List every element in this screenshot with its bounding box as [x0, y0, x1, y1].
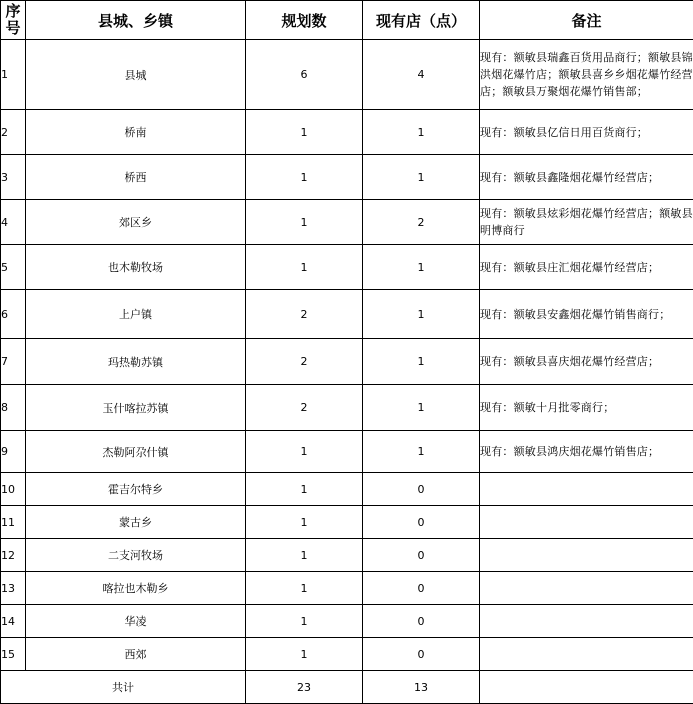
row-number: 9 — [1, 431, 26, 473]
row-planned: 2 — [246, 339, 363, 385]
row-existing: 1 — [363, 290, 480, 339]
row-planned: 1 — [246, 506, 363, 539]
row-planned: 1 — [246, 200, 363, 245]
table-row — [1, 200, 693, 245]
row-town: 西郊 — [26, 638, 246, 671]
row-existing: 0 — [363, 605, 480, 638]
row-existing: 0 — [363, 473, 480, 506]
table-row — [1, 339, 693, 385]
row-note: 现有：额敏县亿信日用百货商行； — [480, 110, 693, 155]
row-existing: 0 — [363, 572, 480, 605]
row-existing: 0 — [363, 539, 480, 572]
row-note: 现有：额敏十月批零商行； — [480, 385, 693, 431]
row-existing: 1 — [363, 431, 480, 473]
row-town: 桥南 — [26, 110, 246, 155]
row-existing: 0 — [363, 506, 480, 539]
total-existing: 13 — [363, 671, 480, 704]
row-note: 现有：额敏县炫彩烟花爆竹经营店；额敏县明博商行 — [480, 200, 693, 245]
table-row — [1, 638, 693, 671]
row-planned: 1 — [246, 572, 363, 605]
row-town: 上户镇 — [26, 290, 246, 339]
row-number: 3 — [1, 155, 26, 200]
row-planned: 2 — [246, 385, 363, 431]
row-planned: 1 — [246, 110, 363, 155]
row-number: 10 — [1, 473, 26, 506]
row-note: 现有：额敏县喜庆烟花爆竹经营店； — [480, 339, 693, 385]
row-note — [480, 638, 693, 671]
table-row — [1, 385, 693, 431]
row-town: 二支河牧场 — [26, 539, 246, 572]
row-planned: 1 — [246, 638, 363, 671]
row-planned: 1 — [246, 539, 363, 572]
header-planned: 规划数 — [246, 1, 363, 40]
row-town: 杰勒阿尕什镇 — [26, 431, 246, 473]
row-note — [480, 506, 693, 539]
header-existing: 现有店（点） — [363, 1, 480, 40]
row-number: 11 — [1, 506, 26, 539]
row-number: 2 — [1, 110, 26, 155]
table-row — [1, 110, 693, 155]
table-row — [1, 290, 693, 339]
header-row — [1, 1, 693, 40]
row-planned: 1 — [246, 473, 363, 506]
row-town: 华凌 — [26, 605, 246, 638]
row-town: 玛热勒苏镇 — [26, 339, 246, 385]
row-note — [480, 572, 693, 605]
header-town: 县城、乡镇 — [26, 1, 246, 40]
row-planned: 1 — [246, 155, 363, 200]
total-planned: 23 — [246, 671, 363, 704]
table-row — [1, 40, 693, 110]
table-row — [1, 572, 693, 605]
header-notes: 备注 — [480, 1, 693, 40]
row-existing: 2 — [363, 200, 480, 245]
table-row — [1, 506, 693, 539]
row-existing: 1 — [363, 385, 480, 431]
row-town: 喀拉也木勒乡 — [26, 572, 246, 605]
header-seq — [1, 1, 26, 40]
table-row — [1, 155, 693, 200]
row-planned: 1 — [246, 245, 363, 290]
row-note — [480, 605, 693, 638]
row-number: 8 — [1, 385, 26, 431]
row-town: 桥西 — [26, 155, 246, 200]
row-number: 12 — [1, 539, 26, 572]
row-planned: 1 — [246, 605, 363, 638]
row-existing: 1 — [363, 110, 480, 155]
row-number: 6 — [1, 290, 26, 339]
row-existing: 1 — [363, 339, 480, 385]
row-number: 13 — [1, 572, 26, 605]
row-existing: 4 — [363, 40, 480, 110]
row-town: 县城 — [26, 40, 246, 110]
row-note: 现有：额敏县瑞鑫百货用品商行；额敏县锦洪烟花爆竹店；额敏县喜乡乡烟花爆竹经营店；额敏县万聚烟花爆竹销售部； — [480, 40, 693, 110]
row-number: 14 — [1, 605, 26, 638]
row-town: 霍吉尔特乡 — [26, 473, 246, 506]
row-town: 蒙古乡 — [26, 506, 246, 539]
table-row — [1, 431, 693, 473]
header-seq-line2: 号 — [5, 19, 20, 37]
total-note — [480, 671, 693, 704]
row-note — [480, 539, 693, 572]
row-existing: 1 — [363, 155, 480, 200]
row-number: 4 — [1, 200, 26, 245]
table-row — [1, 473, 693, 506]
row-planned: 6 — [246, 40, 363, 110]
row-existing: 0 — [363, 638, 480, 671]
row-number: 1 — [1, 40, 26, 110]
row-note: 现有：额敏县庄汇烟花爆竹经营店； — [480, 245, 693, 290]
row-number: 5 — [1, 245, 26, 290]
total-label: 共计 — [1, 671, 246, 704]
row-town: 郊区乡 — [26, 200, 246, 245]
row-note: 现有：额敏县安鑫烟花爆竹销售商行； — [480, 290, 693, 339]
row-number: 15 — [1, 638, 26, 671]
row-note: 现有：额敏县鑫隆烟花爆竹经营店； — [480, 155, 693, 200]
row-number: 7 — [1, 339, 26, 385]
table-row — [1, 605, 693, 638]
row-town: 也木勒牧场 — [26, 245, 246, 290]
row-note: 现有：额敏县鸿庆烟花爆竹销售店； — [480, 431, 693, 473]
total-row — [1, 671, 693, 704]
table-row — [1, 539, 693, 572]
header-seq-line1: 序 — [5, 2, 20, 20]
row-note — [480, 473, 693, 506]
table-row — [1, 245, 693, 290]
row-planned: 1 — [246, 431, 363, 473]
row-town: 玉什喀拉苏镇 — [26, 385, 246, 431]
row-existing: 1 — [363, 245, 480, 290]
row-planned: 2 — [246, 290, 363, 339]
